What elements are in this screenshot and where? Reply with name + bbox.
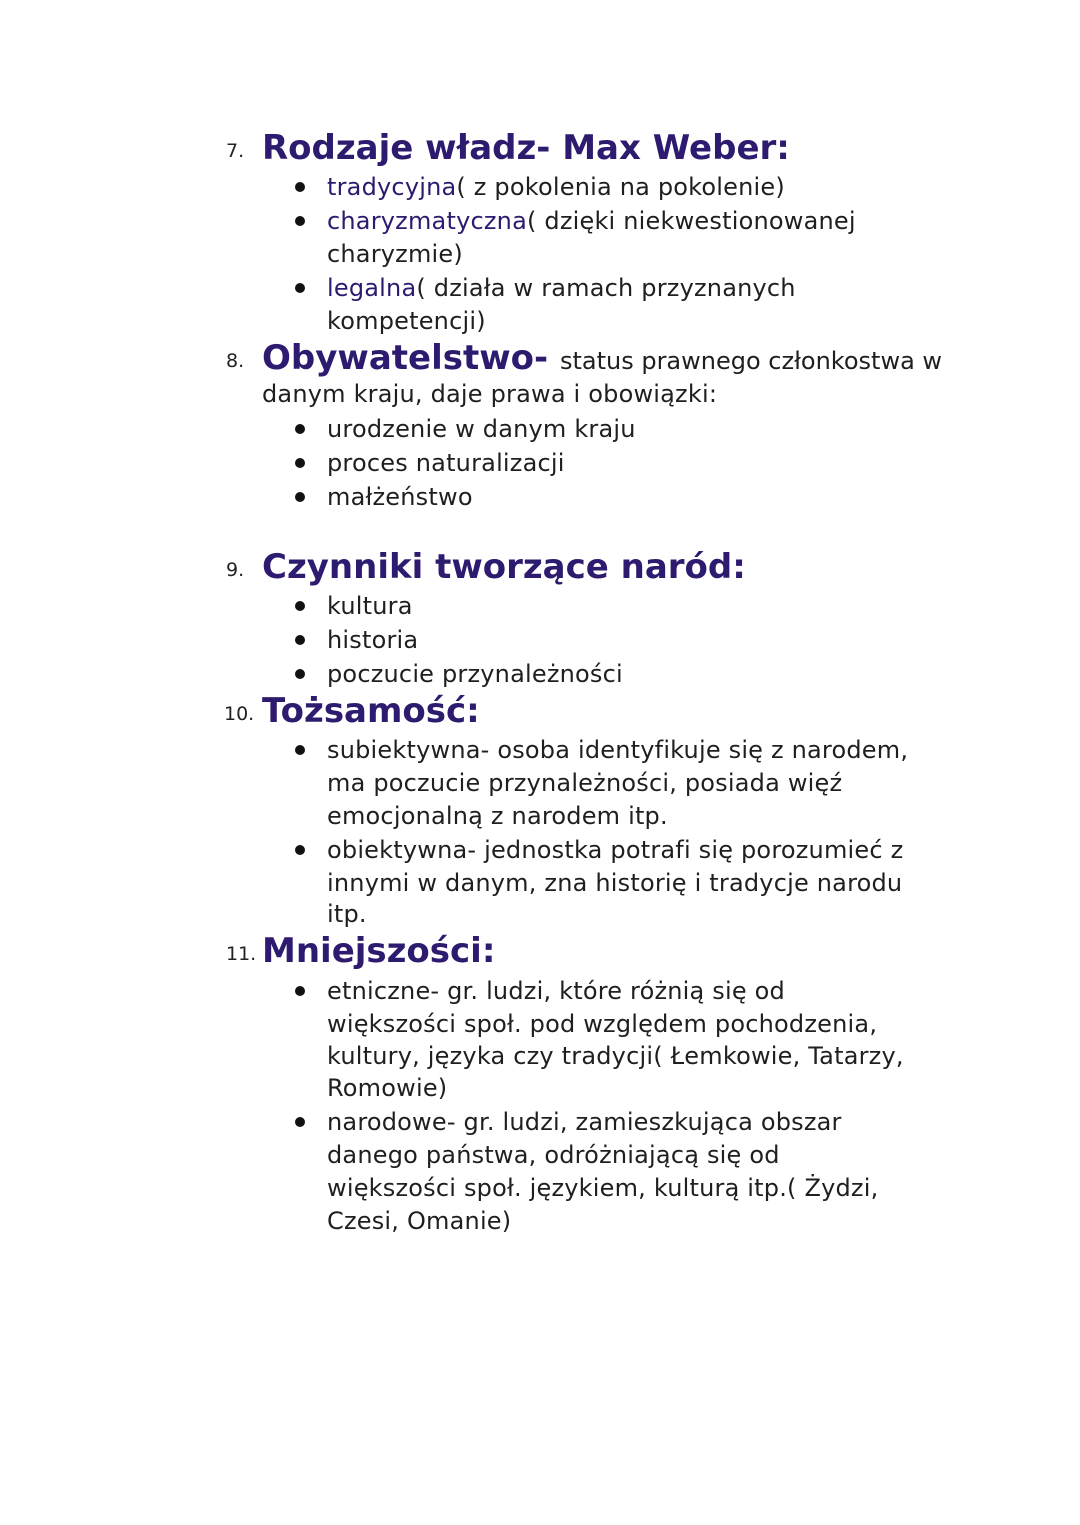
term: charyzmatyczna — [327, 207, 527, 235]
list-item — [327, 271, 796, 305]
section-number: 11. — [226, 943, 257, 965]
bullet-icon — [295, 745, 305, 755]
bullet-icon — [295, 492, 305, 502]
bullet-icon — [295, 635, 305, 645]
item-text: ( z pokolenia na pokolenie) — [456, 173, 785, 201]
bullet-icon — [295, 182, 305, 192]
term: legalna — [327, 274, 417, 302]
section-heading — [262, 338, 942, 381]
list-item: małżeństwo — [327, 483, 473, 511]
list-item: historia — [327, 626, 419, 654]
section-heading: Rodzaje władz- Max Weber: — [262, 128, 790, 168]
list-item: subiektywna- osoba identyfikuje się z narodem, — [327, 736, 909, 764]
item-text: Czesi, Omanie) — [327, 1207, 512, 1235]
list-item: etniczne- gr. ludzi, które różnią się od — [327, 977, 785, 1005]
list-item — [327, 170, 785, 204]
section-number: 7. — [226, 140, 245, 162]
intro-text: danym kraju, daje prawa i obowiązki: — [262, 380, 718, 408]
item-text: charyzmie) — [327, 240, 463, 268]
bullet-icon — [295, 669, 305, 679]
item-text: kompetencji) — [327, 307, 486, 335]
item-text: ma poczucie przynależności, posiada więź — [327, 769, 843, 797]
list-item: poczucie przynależności — [327, 660, 623, 688]
item-text: ( dzięki niekwestionowanej — [527, 207, 856, 235]
bullet-icon — [295, 601, 305, 611]
section-heading: Mniejszości: — [262, 931, 496, 971]
list-item: obiektywna- jednostka potrafi się porozumieć z — [327, 836, 904, 864]
item-text: większości społ. językiem, kulturą itp.( Żydzi, — [327, 1174, 879, 1202]
item-text: itp. — [327, 900, 367, 928]
term: tradycyjna — [327, 173, 457, 201]
list-item: kultura — [327, 592, 413, 620]
item-text: ( działa w ramach przyznanych — [416, 274, 796, 302]
item-text: większości społ. pod względem pochodzenia, — [327, 1010, 878, 1038]
bullet-icon — [295, 1117, 305, 1127]
item-text: emocjonalną z narodem itp. — [327, 802, 668, 830]
list-item: proces naturalizacji — [327, 449, 565, 477]
bullet-icon — [295, 845, 305, 855]
section-number: 9. — [226, 559, 245, 581]
section-heading: Czynniki tworzące naród: — [262, 547, 746, 587]
heading-text: Obywatelstwo- — [262, 338, 549, 378]
section-number: 10. — [224, 703, 255, 725]
item-text: Romowie) — [327, 1074, 448, 1102]
list-item: urodzenie w danym kraju — [327, 415, 636, 443]
item-text: kultury, języka czy tradycji( Łemkowie, Tatarzy, — [327, 1042, 904, 1070]
list-item — [327, 204, 856, 238]
bullet-icon — [295, 424, 305, 434]
item-text: innymi w danym, zna historię i tradycje narodu — [327, 869, 903, 897]
list-item: narodowe- gr. ludzi, zamieszkująca obszar — [327, 1108, 842, 1136]
section-heading: Tożsamość: — [262, 691, 480, 731]
bullet-icon — [295, 458, 305, 468]
section-number: 8. — [226, 350, 245, 372]
bullet-icon — [295, 986, 305, 996]
item-text: danego państwa, odróżniającą się od — [327, 1141, 780, 1169]
bullet-icon — [295, 216, 305, 226]
intro-text: status prawnego członkostwa w — [559, 347, 943, 375]
bullet-icon — [295, 283, 305, 293]
